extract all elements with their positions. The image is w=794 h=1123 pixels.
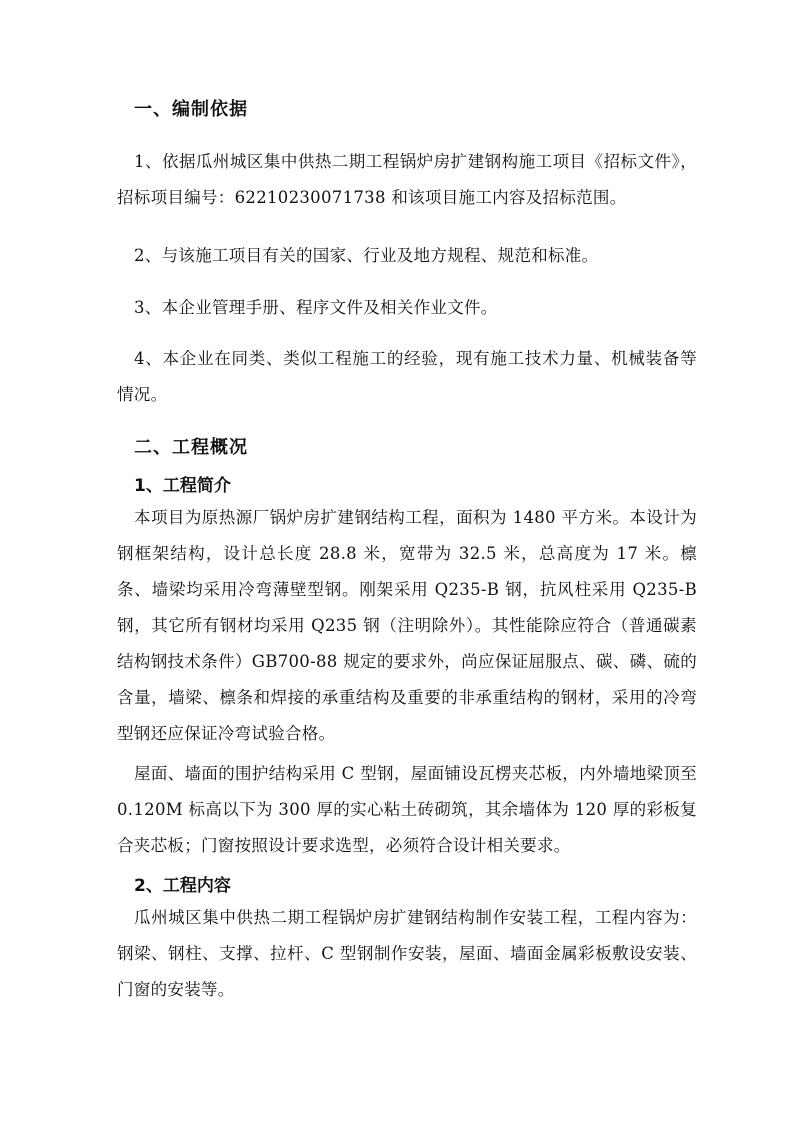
basis-item-3: 3、本企业管理手册、程序文件及相关作业文件。: [134, 298, 498, 317]
intro-paragraph-2: 屋面、墙面的围护结构采用 C 型钢，屋面铺设瓦楞夹芯板，内外墙地梁顶至 0.120M 标高以下为 300 厚的实心粘土砖砌筑，其余墙体为 120 厚的彩板复合夹芯板；门窗按照设计要求选型，必须符合设计相关要求。: [117, 764, 697, 855]
section-heading-overview: 二、工程概况: [134, 437, 248, 458]
subsection-heading-content: 2、工程内容: [134, 876, 231, 896]
subsection-heading-intro: 1、工程简介: [134, 476, 231, 496]
intro-paragraph-1: 本项目为原热源厂锅炉房扩建钢结构工程，面积为 1480 平方米。本设计为钢框架结构，设计总长度 28.8 米，宽带为 32.5 米，总高度为 17 米。檩条、墙梁均采用冷弯薄壁型钢。刚架采用 Q235-B 钢，抗风柱采用 Q235-B 钢，其它所有钢材均采用 Q235 钢（注明除外）。其性能除应符合（普通碳素结构钢技术条件）GB700-88 规定的要求外，尚应保证屈服点、碳、磷、硫的含量，墙梁、檩条和焊接的承重结构及重要的非承重结构的钢材，采用的冷弯型钢还应保证冷弯试验合格。: [117, 508, 697, 743]
content-paragraph-1: 瓜州城区集中供热二期工程锅炉房扩建钢结构制作安装工程，工程内容为：钢梁、钢柱、支撑、拉杆、C 型钢制作安装，屋面、墙面金属彩板敷设安装、门窗的安装等。: [117, 908, 697, 999]
basis-item-4: 4、本企业在同类、类似工程施工的经验，现有施工技术力量、机械装备等情况。: [117, 349, 697, 404]
section-heading-basis: 一、编制依据: [134, 99, 248, 120]
basis-item-2: 2、与该施工项目有关的国家、行业及地方规程、规范和标准。: [134, 246, 599, 265]
basis-item-1: 1、依据瓜州城区集中供热二期工程锅炉房扩建钢构施工项目《招标文件》，招标项目编号：62210230071738 和该项目施工内容及招标范围。: [117, 152, 697, 207]
